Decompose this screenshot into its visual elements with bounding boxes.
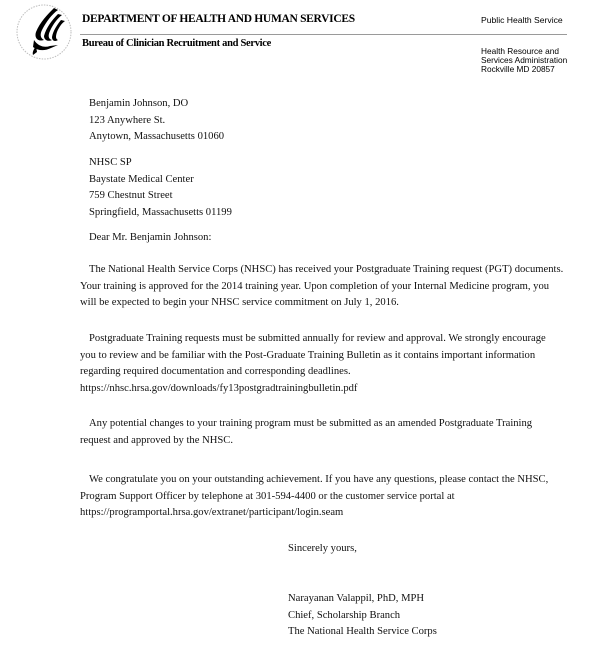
- paragraph-congratulations: [80, 472, 548, 522]
- closing: Sincerely yours,: [288, 543, 357, 554]
- sub-agency-line: Rockville MD 20857: [481, 64, 555, 74]
- paragraph-line: request and approved by the NHSC.: [80, 434, 233, 446]
- recipient-address: [89, 96, 224, 146]
- signatory-title: Chief, Scholarship Branch: [288, 609, 401, 621]
- salutation: Dear Mr. Benjamin Johnson:: [89, 232, 212, 243]
- bureau-name: Bureau of Clinician Recruitment and Service: [82, 38, 272, 49]
- paragraph-line: you to review and be familiar with the Post-Graduate Training Bulletin as it contains important information: [80, 349, 536, 361]
- paragraph-line: Postgraduate Training requests must be submitted annually for review and approval. We strongly encourage: [89, 333, 546, 344]
- portal-link[interactable]: https://programportal.hrsa.gov/extranet/participant/login.seam: [80, 507, 344, 518]
- sub-agency-line: Services Administration: [481, 55, 568, 65]
- paragraph-line: will be expected to begin your NHSC service commitment on July 1, 2016.: [80, 297, 399, 308]
- department-title: DEPARTMENT OF HEALTH AND HUMAN SERVICES: [82, 13, 355, 25]
- sub-agency-address: [481, 47, 567, 74]
- site-program: NHSC SP: [89, 157, 132, 168]
- recipient-street: 123 Anywhere St.: [89, 114, 166, 126]
- paragraph-line: regarding required documentation and corresponding deadlines.: [80, 366, 351, 377]
- paragraph-annual-requests: [80, 331, 546, 397]
- hhs-eagle-seal-icon: [14, 2, 78, 66]
- recipient-city: Anytown, Massachusetts 01060: [89, 131, 225, 142]
- recipient-name: Benjamin Johnson, DO: [89, 98, 189, 109]
- paragraph-amendments: [80, 416, 532, 449]
- site-address: [89, 155, 232, 221]
- header-divider: [80, 34, 567, 35]
- signature-block: [288, 591, 437, 641]
- signatory-organization: The National Health Service Corps: [288, 626, 437, 637]
- signatory-name: Narayanan Valappil, PhD, MPH: [288, 593, 425, 604]
- site-city: Springfield, Massachusetts 01199: [89, 206, 232, 218]
- sub-agency-line: Health Resource and: [481, 46, 559, 56]
- paragraph-line: We congratulate you on your outstanding achievement. If you have any questions, please contact the NHSC,: [89, 474, 549, 485]
- paragraph-line: Your training is approved for the 2014 training year. Upon completion of your Internal Medicine program, you: [80, 280, 550, 292]
- paragraph-line: Program Support Officer by telephone at 301-594-4400 or the customer service portal at: [80, 490, 455, 502]
- site-street: 759 Chestnut Street: [89, 190, 173, 201]
- site-name: Baystate Medical Center: [89, 173, 194, 185]
- bulletin-link[interactable]: https://nhsc.hrsa.gov/downloads/fy13postgradtrainingbulletin.pdf: [80, 382, 358, 394]
- agency-name: Public Health Service: [481, 15, 563, 25]
- paragraph-line: Any potential changes to your training program must be submitted as an amended Postgraduate Training: [89, 418, 533, 429]
- paragraph-line: The National Health Service Corps (NHSC) has received your Postgraduate Training request (PGT) documents.: [89, 264, 564, 275]
- paragraph-approval: [80, 262, 563, 312]
